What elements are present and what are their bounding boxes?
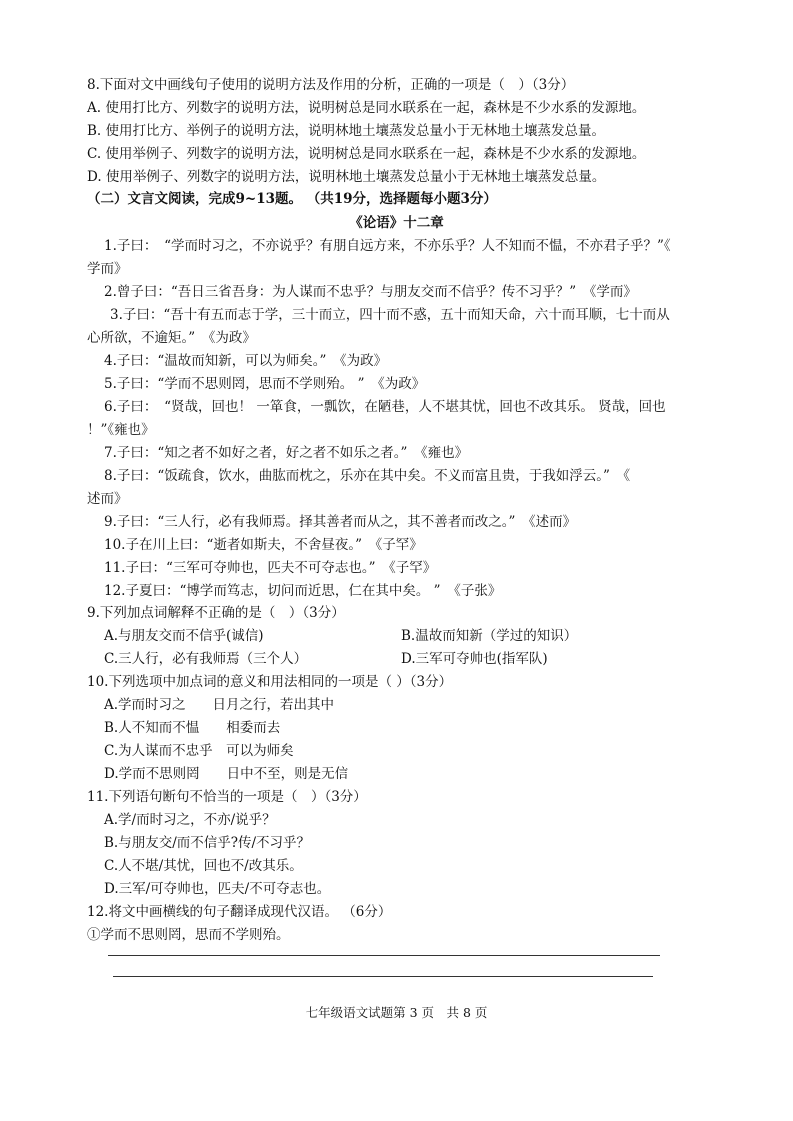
question-11-option-a: A.学/而时习之，不亦/说乎？ [104, 812, 276, 828]
passage-line-8b: 述而》 [87, 491, 128, 507]
passage-line-11: 11.子曰：“三军可夺帅也，匹夫不可夺志也。” 《子罕》 [104, 560, 437, 576]
question-9: 9.下列加点词解释不正确的是（ ）（3分） [87, 605, 345, 621]
passage-line-5: 5.子曰：“学而不思则罔，思而不学则殆。 ” 《为政》 [104, 376, 426, 392]
question-10: 10.下列选项中加点词的意义和用法相同的一项是（ ）（3分） [87, 674, 453, 690]
question-10-option-a: A.学而时习之 日月之行，若出其中 [104, 697, 335, 713]
question-8-option-b: B. 使用打比方、举例子的说明方法，说明林地土壤蒸发总量小于无林地土壤蒸发总量。 [87, 123, 606, 139]
question-10-option-b: B.人不知而不愠 相委而去 [104, 720, 281, 736]
passage-line-2: 2.曾子曰：“吾日三省吾身：为人谋而不忠乎？与朋友交而不信乎？传不习乎？” 《学而》 [104, 284, 637, 300]
question-8-option-d: D. 使用举例子、列数字的说明方法，说明林地土壤蒸发总量小于无林地土壤蒸发总量。 [87, 169, 606, 185]
passage-line-6b: ！”《雍也》 [87, 422, 155, 438]
answer-line-2[interactable] [113, 976, 653, 977]
question-12: 12.将文中画横线的句子翻译成现代汉语。 （6分） [87, 904, 392, 920]
question-10-option-d: D.学而不思则罔 日中不至，则是无信 [104, 766, 349, 782]
passage-line-6a: 6.子曰： “贤哉，回也！ 一箪食，一瓢饮，在陋巷，人不堪其忧，回也不改其乐。 贤哉，回也 [104, 399, 666, 415]
passage-line-1a: 1.子曰： “学而时习之，不亦说乎？有朋自远方来，不亦乐乎？人不知而不愠，不亦君子乎？”《 [104, 238, 671, 254]
page-footer: 七年级语文试题第 3 页 共 8 页 [305, 1005, 488, 1020]
passage-line-7: 7.子曰：“知之者不如好之者，好之者不如乐之者。” 《雍也》 [104, 445, 469, 461]
question-11-option-d: D.三军/可夺帅也，匹夫/不可夺志也。 [104, 881, 331, 897]
answer-line-1[interactable] [108, 955, 660, 956]
passage-line-3b: 心所欲，不逾矩。” 《为政》 [87, 330, 256, 346]
passage-title: 《论语》十二章 [349, 215, 444, 231]
passage-line-12: 12.子夏曰：“博学而笃志，切问而近思，仁在其中矣。 ” 《子张》 [104, 583, 502, 599]
passage-line-8a: 8.子曰：“饭疏食，饮水，曲肱而枕之，乐亦在其中矣。不义而富且贵，于我如浮云。” 《 [104, 468, 631, 484]
question-10-option-c: C.为人谋而不忠乎 可以为师矣 [104, 743, 294, 759]
question-9-option-b: B.温故而知新（学过的知识） [401, 628, 578, 644]
question-12-sentence: ①学而不思则罔，思而不学则殆。 [87, 927, 290, 943]
passage-line-9: 9.子曰：“三人行，必有我师焉。择其善者而从之，其不善者而改之。” 《述而》 [104, 514, 577, 530]
question-8-option-a: A. 使用打比方、列数字的说明方法，说明树总是同水联系在一起，森林是不少水系的发源地。 [87, 100, 646, 116]
question-11-option-c: C.人不堪/其忧，回也不/改其乐。 [104, 858, 303, 874]
passage-line-1b: 学而》 [87, 261, 128, 277]
question-8: 8.下面对文中画线句子使用的说明方法及作用的分析，正确的一项是（ ）（3分） [87, 77, 575, 93]
passage-line-3a: 3.子曰：“吾十有五而志于学，三十而立，四十而不惑，五十而知天命，六十而耳顺，七十而从 [110, 307, 670, 323]
question-11: 11.下列语句断句不恰当的一项是（ ）（3分） [87, 789, 367, 805]
question-9-option-c: C.三人行，必有我师焉（三个人） [104, 651, 308, 667]
question-8-option-c: C. 使用举例子、列数字的说明方法，说明树总是同水联系在一起，森林是不少水系的发源地。 [87, 146, 646, 162]
question-9-option-d: D.三军可夺帅也(指军队) [401, 651, 548, 667]
passage-line-4: 4.子曰：“温故而知新，可以为师矣。” 《为政》 [104, 353, 388, 369]
passage-line-10: 10.子在川上曰：“逝者如斯夫，不舍昼夜。” 《子罕》 [104, 537, 423, 553]
question-9-option-a: A.与朋友交而不信乎(诚信) [104, 628, 264, 644]
section-2-heading: （二）文言文阅读，完成9~13题。 （共19分，选择题每小题3分） [87, 191, 497, 207]
question-11-option-b: B.与朋友交/而不信乎?传/不习乎？ [104, 835, 311, 851]
